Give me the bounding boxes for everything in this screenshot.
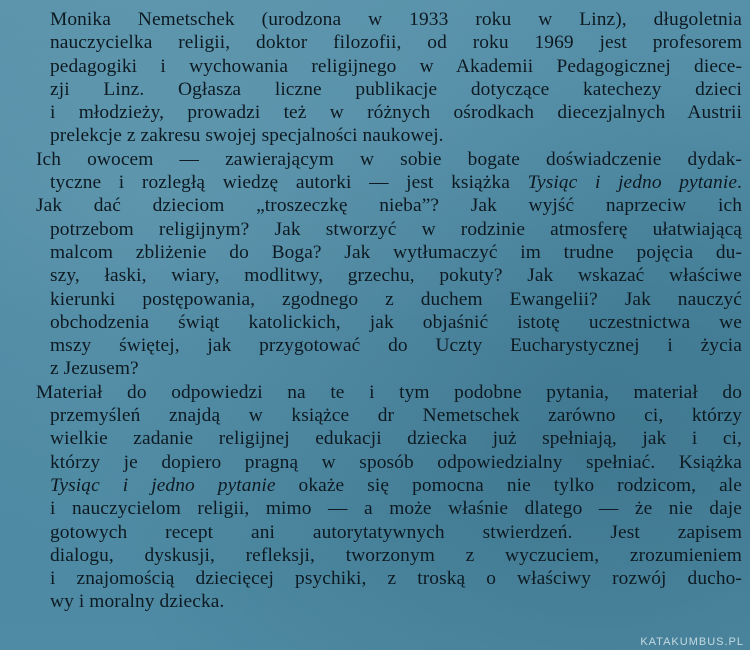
text-line: pedagogiki i wychowania religijnego w Akademii Pedagogicznej diece- [50, 55, 742, 77]
text-line: zji Linz. Ogłasza liczne publikacje dotyczące katechezy dzieci [50, 78, 742, 100]
text-line: i nauczycielom religii, mimo — a może właśnie dlatego — że nie daje [50, 498, 742, 520]
text-line: malcom zbliżenie do Boga? Jak wytłumaczyć im trudne pojęcia du- [50, 241, 742, 263]
text-line: potrzebom religijnym? Jak stworzyć w rodzinie atmosferę ułatwiającą [50, 218, 742, 240]
text-line [50, 171, 742, 194]
paragraph-author-bio [50, 8, 742, 148]
text-line: i znajomością dziecięcej psychiki, z troską o właściwy rozwój ducho- [50, 568, 742, 590]
text-line: mszy świętej, jak przygotować do Uczty Eucharystycznej i życia [50, 335, 742, 357]
text-line: nauczycielka religii, doktor filozofii, od roku 1969 jest profesorem [50, 32, 742, 54]
text-line: szy, łaski, wiary, modlitwy, grzechu, pokuty? Jak wskazać właściwe [50, 265, 742, 287]
text-line: prelekcje z zakresu swojej specjalności naukowej. [50, 125, 444, 147]
text-line: gotowych recept ani autorytatywnych stwierdzeń. Jest zapisem [50, 521, 742, 543]
book-title: Tysiąc i jedno pytanie [527, 172, 738, 194]
text-line: wy i moralny dziecka. [50, 591, 225, 613]
text-line: Monika Nemetschek (urodzona w 1933 roku w Linz), długoletnia [50, 9, 742, 30]
text-line: Jak dać dzieciom „troszeczkę nieba”? Jak wyjść naprzeciw ich [36, 195, 742, 217]
description-text [36, 8, 742, 614]
text-line: którzy je dopiero pragną w sposób odpowiedzialny spełniać. Książka [50, 451, 742, 473]
text-segment: okaże się pomocna nie tylko rodzicom, ale [275, 474, 742, 496]
text-segment: . [737, 172, 742, 194]
text-line: obchodzenia świąt katolickich, jak objaśnić istotę uczestnictwa we [50, 311, 742, 333]
book-title: Tysiąc i jedno pytanie [50, 474, 276, 496]
text-line: z Jezusem? [50, 358, 139, 380]
text-line: dialogu, dyskusji, refleksji, tworzonym z wyczuciem, zrozumieniem [50, 544, 742, 566]
text-line: i młodzieży, prowadzi też w różnych ośrodkach diecezjalnych Austrii [50, 102, 742, 124]
text-line: przemyśleń znajdą w książce dr Nemetschek zarówno ci, którzy [50, 405, 742, 427]
text-line: wielkie zadanie religijnej edukacji dziecka już spełniają, jak i ci, [50, 428, 742, 450]
text-line [50, 474, 742, 497]
text-segment: tyczne i rozległą wiedzę autorki — jest książka [50, 172, 528, 194]
text-line: kierunki postępowania, zgodnego z duchem Ewangelii? Jak nauczyć [50, 288, 742, 310]
text-line: Ich owocem — zawierającym w sobie bogate doświadczenie dydak- [36, 148, 742, 170]
paragraph-book-intro [36, 148, 742, 195]
text-line: Materiał do odpowiedzi na te i tym podobne pytania, materiał do [36, 381, 742, 403]
paragraph-material [36, 381, 742, 614]
site-watermark: KATAKUMBUS.PL [640, 636, 744, 648]
paragraph-questions [36, 194, 742, 380]
